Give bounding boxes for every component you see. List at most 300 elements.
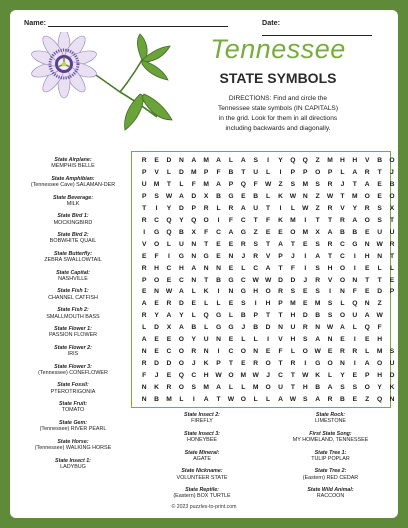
grid-letter[interactable]: E bbox=[364, 336, 370, 344]
grid-letter[interactable]: I bbox=[353, 336, 356, 344]
grid-letter[interactable]: J bbox=[340, 180, 345, 188]
grid-letter[interactable]: A bbox=[327, 384, 333, 392]
grid-letter[interactable]: J bbox=[266, 372, 270, 380]
grid-letter[interactable]: W bbox=[227, 396, 235, 403]
grid-letter[interactable]: K bbox=[278, 192, 283, 200]
grid-letter[interactable]: M bbox=[153, 180, 160, 188]
grid-letter[interactable]: N bbox=[216, 264, 221, 272]
grid-letter[interactable]: V bbox=[141, 240, 147, 248]
grid-letter[interactable]: E bbox=[327, 348, 333, 356]
grid-letter[interactable]: E bbox=[166, 276, 172, 284]
grid-letter[interactable]: B bbox=[340, 228, 345, 236]
grid-letter[interactable]: B bbox=[216, 276, 221, 284]
grid-letter[interactable]: F bbox=[266, 216, 271, 224]
grid-letter[interactable]: W bbox=[264, 276, 272, 284]
grid-letter[interactable]: O bbox=[364, 384, 370, 392]
grid-letter[interactable]: X bbox=[315, 228, 320, 236]
grid-letter[interactable]: F bbox=[377, 324, 382, 332]
grid-letter[interactable]: Y bbox=[154, 312, 159, 320]
grid-letter[interactable]: U bbox=[278, 384, 283, 392]
grid-letter[interactable]: L bbox=[166, 240, 172, 248]
grid-letter[interactable]: Q bbox=[166, 216, 172, 224]
grid-letter[interactable]: A bbox=[216, 157, 221, 164]
grid-letter[interactable]: O bbox=[377, 360, 383, 368]
grid-letter[interactable]: B bbox=[253, 324, 259, 332]
grid-letter[interactable]: A bbox=[278, 396, 283, 403]
grid-letter[interactable]: N bbox=[191, 276, 197, 284]
grid-letter[interactable]: G bbox=[215, 312, 222, 320]
grid-letter[interactable]: I bbox=[155, 204, 158, 212]
grid-letter[interactable]: L bbox=[228, 157, 233, 164]
grid-letter[interactable]: R bbox=[141, 157, 147, 164]
grid-letter[interactable]: S bbox=[315, 240, 320, 248]
grid-letter[interactable]: B bbox=[154, 396, 159, 403]
grid-letter[interactable]: J bbox=[154, 372, 159, 380]
grid-letter[interactable]: N bbox=[278, 324, 283, 332]
grid-letter[interactable]: P bbox=[389, 288, 395, 296]
grid-letter[interactable]: I bbox=[353, 252, 356, 260]
grid-letter[interactable]: S bbox=[389, 348, 395, 356]
grid-letter[interactable]: E bbox=[166, 336, 172, 344]
grid-letter[interactable]: R bbox=[290, 360, 296, 368]
grid-letter[interactable]: W bbox=[289, 396, 297, 403]
grid-letter[interactable]: R bbox=[141, 216, 147, 224]
grid-letter[interactable]: Z bbox=[315, 192, 320, 200]
grid-letter[interactable]: P bbox=[290, 168, 296, 176]
grid-letter[interactable]: L bbox=[142, 324, 147, 332]
grid-letter[interactable]: A bbox=[141, 336, 147, 344]
grid-letter[interactable]: Y bbox=[166, 204, 172, 212]
grid-letter[interactable]: E bbox=[303, 288, 308, 296]
grid-letter[interactable]: E bbox=[303, 300, 308, 308]
grid-letter[interactable]: U bbox=[290, 324, 296, 332]
grid-letter[interactable]: L bbox=[204, 300, 209, 308]
grid-letter[interactable]: N bbox=[315, 324, 321, 332]
grid-letter[interactable]: W bbox=[302, 204, 309, 212]
grid-letter[interactable]: Q bbox=[203, 312, 209, 320]
grid-letter[interactable]: R bbox=[191, 348, 197, 356]
grid-letter[interactable]: O bbox=[178, 336, 184, 344]
grid-letter[interactable]: V bbox=[327, 276, 333, 284]
grid-letter[interactable]: Q bbox=[166, 228, 172, 236]
grid-letter[interactable]: L bbox=[166, 168, 172, 176]
grid-letter[interactable]: B bbox=[253, 192, 259, 200]
grid-letter[interactable]: E bbox=[265, 228, 271, 236]
grid-letter[interactable]: O bbox=[203, 216, 209, 224]
grid-letter[interactable]: L bbox=[266, 192, 271, 200]
grid-letter[interactable]: N bbox=[253, 348, 259, 356]
grid-letter[interactable]: A bbox=[364, 312, 370, 320]
grid-letter[interactable]: L bbox=[352, 324, 357, 332]
grid-letter[interactable]: S bbox=[191, 384, 196, 392]
grid-letter[interactable]: W bbox=[252, 276, 259, 284]
grid-letter[interactable]: K bbox=[203, 288, 209, 296]
grid-letter[interactable]: T bbox=[377, 168, 382, 176]
grid-letter[interactable]: I bbox=[168, 252, 170, 260]
grid-letter[interactable]: U bbox=[253, 204, 259, 212]
grid-letter[interactable]: G bbox=[215, 324, 222, 332]
grid-letter[interactable]: T bbox=[266, 204, 271, 212]
grid-letter[interactable]: O bbox=[178, 348, 184, 356]
grid-letter[interactable]: L bbox=[241, 336, 246, 344]
grid-letter[interactable]: J bbox=[241, 252, 246, 260]
grid-letter[interactable]: S bbox=[303, 336, 308, 344]
grid-letter[interactable]: R bbox=[340, 216, 345, 224]
grid-letter[interactable]: V bbox=[278, 336, 283, 344]
grid-letter[interactable]: R bbox=[253, 252, 259, 260]
grid-letter[interactable]: A bbox=[178, 288, 184, 296]
grid-letter[interactable]: T bbox=[365, 276, 370, 284]
grid-letter[interactable]: E bbox=[241, 192, 246, 200]
grid-letter[interactable]: C bbox=[178, 276, 184, 284]
grid-letter[interactable]: A bbox=[216, 384, 221, 392]
grid-letter[interactable]: L bbox=[241, 264, 246, 272]
grid-letter[interactable]: L bbox=[389, 264, 395, 272]
grid-letter[interactable]: O bbox=[265, 384, 271, 392]
grid-letter[interactable]: U bbox=[253, 168, 259, 176]
grid-letter[interactable]: K bbox=[154, 384, 159, 392]
grid-letter[interactable]: D bbox=[377, 288, 383, 296]
grid-letter[interactable]: E bbox=[377, 180, 382, 188]
grid-letter[interactable]: T bbox=[389, 216, 395, 224]
grid-letter[interactable]: V bbox=[340, 204, 345, 212]
grid-letter[interactable]: N bbox=[389, 396, 395, 403]
grid-letter[interactable]: M bbox=[302, 180, 309, 188]
grid-letter[interactable]: R bbox=[166, 300, 172, 308]
grid-letter[interactable]: L bbox=[328, 372, 333, 380]
grid-letter[interactable]: E bbox=[278, 228, 283, 236]
grid-letter[interactable]: K bbox=[278, 216, 283, 224]
grid-letter[interactable]: R bbox=[327, 240, 333, 248]
grid-letter[interactable]: N bbox=[340, 288, 345, 296]
grid-letter[interactable]: A bbox=[240, 157, 246, 164]
grid-letter[interactable]: Z bbox=[278, 180, 283, 188]
grid-letter[interactable]: W bbox=[165, 288, 173, 296]
grid-letter[interactable]: U bbox=[389, 228, 395, 236]
grid-letter[interactable]: A bbox=[191, 157, 197, 164]
grid-letter[interactable]: H bbox=[377, 372, 383, 380]
grid-letter[interactable]: R bbox=[253, 360, 259, 368]
grid-letter[interactable]: O bbox=[364, 192, 370, 200]
grid-letter[interactable]: X bbox=[166, 324, 172, 332]
grid-letter[interactable]: I bbox=[279, 168, 282, 176]
grid-letter[interactable]: E bbox=[364, 228, 370, 236]
grid-letter[interactable]: E bbox=[265, 348, 271, 356]
grid-letter[interactable]: E bbox=[241, 360, 246, 368]
grid-letter[interactable]: T bbox=[253, 216, 258, 224]
grid-letter[interactable]: B bbox=[389, 180, 395, 188]
grid-letter[interactable]: I bbox=[329, 288, 331, 296]
grid-letter[interactable]: N bbox=[141, 348, 147, 356]
grid-letter[interactable]: P bbox=[364, 372, 370, 380]
grid-letter[interactable]: H bbox=[290, 336, 296, 344]
grid-letter[interactable]: K bbox=[203, 360, 209, 368]
grid-letter[interactable]: Q bbox=[364, 324, 370, 332]
grid-letter[interactable]: Y bbox=[179, 312, 184, 320]
grid-letter[interactable]: G bbox=[153, 228, 160, 236]
grid-letter[interactable]: G bbox=[352, 240, 358, 248]
grid-letter[interactable]: O bbox=[339, 312, 346, 320]
grid-letter[interactable]: O bbox=[265, 288, 271, 296]
grid-letter[interactable]: C bbox=[166, 348, 172, 356]
grid-letter[interactable]: L bbox=[216, 204, 221, 212]
grid-letter[interactable]: E bbox=[228, 264, 234, 272]
grid-letter[interactable]: H bbox=[178, 264, 184, 272]
grid-letter[interactable]: L bbox=[179, 180, 184, 188]
grid-letter[interactable]: I bbox=[279, 204, 282, 212]
grid-letter[interactable]: T bbox=[290, 240, 295, 248]
grid-letter[interactable]: F bbox=[228, 216, 233, 224]
grid-letter[interactable]: H bbox=[364, 252, 370, 260]
grid-letter[interactable]: M bbox=[252, 384, 259, 392]
grid-letter[interactable]: M bbox=[190, 168, 197, 176]
grid-letter[interactable]: N bbox=[216, 336, 221, 344]
grid-letter[interactable]: B bbox=[377, 157, 383, 164]
grid-letter[interactable]: B bbox=[352, 228, 358, 236]
grid-letter[interactable]: T bbox=[266, 312, 271, 320]
grid-letter[interactable]: H bbox=[290, 312, 296, 320]
grid-letter[interactable]: L bbox=[179, 396, 184, 403]
grid-letter[interactable]: E bbox=[216, 240, 221, 248]
grid-letter[interactable]: T bbox=[389, 252, 395, 260]
grid-letter[interactable]: Z bbox=[315, 204, 320, 212]
grid-letter[interactable]: N bbox=[203, 264, 209, 272]
grid-letter[interactable]: A bbox=[178, 324, 184, 332]
grid-letter[interactable]: H bbox=[203, 372, 209, 380]
grid-letter[interactable]: C bbox=[340, 252, 345, 260]
grid-letter[interactable]: I bbox=[304, 216, 307, 224]
grid-letter[interactable]: A bbox=[315, 396, 321, 403]
grid-letter[interactable]: C bbox=[154, 216, 159, 224]
grid-letter[interactable]: W bbox=[314, 348, 321, 356]
grid-letter[interactable]: I bbox=[217, 216, 220, 224]
grid-letter[interactable]: F bbox=[216, 168, 221, 176]
grid-letter[interactable]: R bbox=[364, 168, 370, 176]
grid-letter[interactable]: L bbox=[191, 288, 196, 296]
grid-letter[interactable]: S bbox=[377, 216, 382, 224]
grid-letter[interactable]: V bbox=[154, 168, 159, 176]
grid-letter[interactable]: E bbox=[352, 396, 358, 403]
grid-letter[interactable]: O bbox=[265, 360, 271, 368]
grid-letter[interactable]: I bbox=[217, 288, 220, 296]
grid-letter[interactable]: H bbox=[327, 264, 333, 272]
grid-letter[interactable]: P bbox=[303, 168, 308, 176]
grid-letter[interactable]: N bbox=[327, 336, 333, 344]
grid-letter[interactable]: E bbox=[141, 252, 147, 260]
grid-letter[interactable]: A bbox=[166, 312, 172, 320]
grid-letter[interactable]: U bbox=[352, 312, 358, 320]
grid-letter[interactable]: X bbox=[389, 204, 395, 212]
grid-letter[interactable]: B bbox=[340, 396, 345, 403]
grid-letter[interactable]: W bbox=[215, 372, 222, 380]
grid-letter[interactable]: E bbox=[141, 288, 147, 296]
grid-letter[interactable]: T bbox=[216, 396, 221, 403]
grid-letter[interactable]: P bbox=[327, 168, 333, 176]
grid-letter[interactable]: L bbox=[340, 300, 345, 308]
grid-letter[interactable]: N bbox=[228, 252, 234, 260]
grid-letter[interactable]: P bbox=[191, 204, 196, 212]
grid-letter[interactable]: T bbox=[328, 252, 333, 260]
grid-letter[interactable]: M bbox=[240, 372, 247, 380]
grid-letter[interactable]: B bbox=[191, 324, 197, 332]
grid-letter[interactable]: S bbox=[315, 288, 320, 296]
grid-letter[interactable]: A bbox=[228, 228, 234, 236]
grid-letter[interactable]: O bbox=[228, 372, 234, 380]
grid-letter[interactable]: H bbox=[352, 157, 358, 164]
grid-letter[interactable]: H bbox=[265, 300, 271, 308]
grid-letter[interactable]: K bbox=[315, 372, 321, 380]
grid-letter[interactable]: P bbox=[141, 168, 147, 176]
grid-letter[interactable]: R bbox=[228, 204, 234, 212]
grid-letter[interactable]: M bbox=[290, 300, 296, 308]
grid-letter[interactable]: T bbox=[228, 360, 233, 368]
grid-letter[interactable]: C bbox=[340, 240, 345, 248]
grid-letter[interactable]: H bbox=[253, 288, 259, 296]
grid-letter[interactable]: M bbox=[376, 348, 383, 356]
grid-letter[interactable]: Y bbox=[340, 372, 345, 380]
grid-letter[interactable]: I bbox=[192, 396, 195, 403]
grid-letter[interactable]: J bbox=[191, 360, 196, 368]
grid-letter[interactable]: I bbox=[304, 252, 307, 260]
grid-letter[interactable]: N bbox=[141, 384, 147, 392]
grid-letter[interactable]: O bbox=[153, 276, 160, 284]
grid-letter[interactable]: O bbox=[389, 157, 395, 164]
grid-letter[interactable]: G bbox=[228, 324, 234, 332]
grid-letter[interactable]: U bbox=[141, 180, 147, 188]
grid-letter[interactable]: A bbox=[203, 396, 209, 403]
grid-letter[interactable]: P bbox=[216, 360, 221, 368]
grid-letter[interactable]: R bbox=[278, 288, 283, 296]
grid-letter[interactable]: W bbox=[264, 180, 272, 188]
grid-letter[interactable]: L bbox=[241, 384, 246, 392]
grid-letter[interactable]: R bbox=[340, 348, 345, 356]
grid-letter[interactable]: T bbox=[340, 192, 345, 200]
grid-letter[interactable]: T bbox=[377, 276, 382, 284]
grid-letter[interactable]: D bbox=[278, 276, 283, 284]
grid-letter[interactable]: Y bbox=[191, 336, 196, 344]
grid-letter[interactable]: R bbox=[352, 348, 358, 356]
grid-letter[interactable]: F bbox=[204, 228, 209, 236]
grid-letter[interactable]: L bbox=[204, 324, 209, 332]
grid-letter[interactable]: T bbox=[266, 240, 271, 248]
grid-letter[interactable]: N bbox=[364, 300, 370, 308]
grid-letter[interactable]: S bbox=[315, 264, 320, 272]
grid-letter[interactable]: R bbox=[327, 204, 333, 212]
grid-letter[interactable]: V bbox=[364, 157, 370, 164]
grid-letter[interactable]: F bbox=[278, 348, 283, 356]
grid-letter[interactable]: E bbox=[389, 276, 395, 284]
grid-letter[interactable]: E bbox=[154, 157, 159, 164]
grid-letter[interactable]: E bbox=[364, 288, 370, 296]
grid-letter[interactable]: N bbox=[340, 360, 345, 368]
grid-letter[interactable]: T bbox=[328, 216, 333, 224]
grid-letter[interactable]: A bbox=[191, 264, 197, 272]
grid-letter[interactable]: B bbox=[216, 192, 221, 200]
grid-letter[interactable]: G bbox=[240, 228, 246, 236]
grid-letter[interactable]: N bbox=[302, 192, 308, 200]
name-field[interactable] bbox=[24, 18, 228, 27]
grid-letter[interactable]: T bbox=[204, 240, 209, 248]
grid-letter[interactable]: I bbox=[353, 360, 356, 368]
grid-letter[interactable]: B bbox=[178, 228, 184, 236]
grid-letter[interactable]: T bbox=[204, 276, 209, 284]
grid-letter[interactable]: Q bbox=[352, 300, 358, 308]
grid-letter[interactable]: R bbox=[166, 384, 172, 392]
grid-letter[interactable]: O bbox=[178, 360, 184, 368]
grid-letter[interactable]: G bbox=[315, 360, 321, 368]
grid-letter[interactable]: F bbox=[352, 288, 357, 296]
grid-letter[interactable]: S bbox=[327, 312, 333, 320]
grid-letter[interactable]: W bbox=[326, 192, 334, 200]
grid-letter[interactable]: B bbox=[240, 312, 246, 320]
grid-letter[interactable]: W bbox=[326, 324, 334, 332]
grid-letter[interactable]: N bbox=[154, 288, 159, 296]
grid-letter[interactable]: Z bbox=[253, 228, 258, 236]
grid-letter[interactable]: A bbox=[364, 180, 370, 188]
grid-letter[interactable]: R bbox=[327, 180, 333, 188]
grid-letter[interactable]: E bbox=[228, 336, 234, 344]
grid-letter[interactable]: Z bbox=[315, 157, 320, 164]
grid-letter[interactable]: N bbox=[203, 348, 209, 356]
grid-letter[interactable]: J bbox=[303, 276, 308, 284]
word-search-grid[interactable] bbox=[131, 151, 395, 408]
grid-letter[interactable]: W bbox=[165, 192, 173, 200]
grid-letter[interactable]: G bbox=[228, 192, 234, 200]
grid-letter[interactable]: D bbox=[178, 300, 184, 308]
grid-letter[interactable]: A bbox=[327, 228, 333, 236]
grid-letter[interactable]: Q bbox=[240, 180, 246, 188]
grid-letter[interactable]: R bbox=[141, 264, 147, 272]
grid-letter[interactable]: Q bbox=[302, 157, 308, 164]
grid-letter[interactable]: D bbox=[178, 204, 184, 212]
grid-letter[interactable]: E bbox=[216, 252, 221, 260]
grid-letter[interactable]: X bbox=[203, 192, 209, 200]
grid-letter[interactable]: A bbox=[364, 360, 370, 368]
grid-letter[interactable]: S bbox=[253, 157, 258, 164]
grid-letter[interactable]: M bbox=[302, 228, 309, 236]
grid-letter[interactable]: P bbox=[253, 312, 258, 320]
grid-letter[interactable]: N bbox=[352, 276, 358, 284]
grid-letter[interactable]: M bbox=[166, 396, 172, 403]
grid-letter[interactable]: T bbox=[241, 168, 246, 176]
grid-letter[interactable]: P bbox=[278, 300, 283, 308]
grid-letter[interactable]: U bbox=[178, 240, 184, 248]
grid-letter[interactable]: K bbox=[389, 384, 395, 392]
grid-letter[interactable]: M bbox=[290, 216, 296, 224]
grid-letter[interactable]: O bbox=[389, 192, 395, 200]
grid-letter[interactable]: G bbox=[240, 288, 246, 296]
grid-letter[interactable]: L bbox=[377, 264, 382, 272]
grid-letter[interactable]: E bbox=[228, 300, 234, 308]
grid-letter[interactable]: M bbox=[203, 180, 209, 188]
grid-letter[interactable]: T bbox=[278, 360, 283, 368]
grid-letter[interactable]: O bbox=[339, 276, 346, 284]
grid-letter[interactable]: A bbox=[352, 168, 358, 176]
grid-letter[interactable]: S bbox=[241, 300, 246, 308]
grid-letter[interactable]: X bbox=[191, 228, 196, 236]
grid-letter[interactable]: J bbox=[291, 252, 295, 260]
grid-letter[interactable]: I bbox=[353, 264, 356, 272]
grid-letter[interactable]: F bbox=[253, 180, 258, 188]
grid-letter[interactable]: D bbox=[191, 192, 197, 200]
grid-letter[interactable]: S bbox=[352, 384, 358, 392]
grid-letter[interactable]: R bbox=[141, 360, 147, 368]
grid-letter[interactable]: O bbox=[240, 348, 246, 356]
grid-letter[interactable]: D bbox=[302, 312, 308, 320]
grid-letter[interactable]: Y bbox=[179, 216, 184, 224]
grid-letter[interactable]: L bbox=[216, 300, 221, 308]
grid-letter[interactable]: T bbox=[142, 204, 147, 212]
